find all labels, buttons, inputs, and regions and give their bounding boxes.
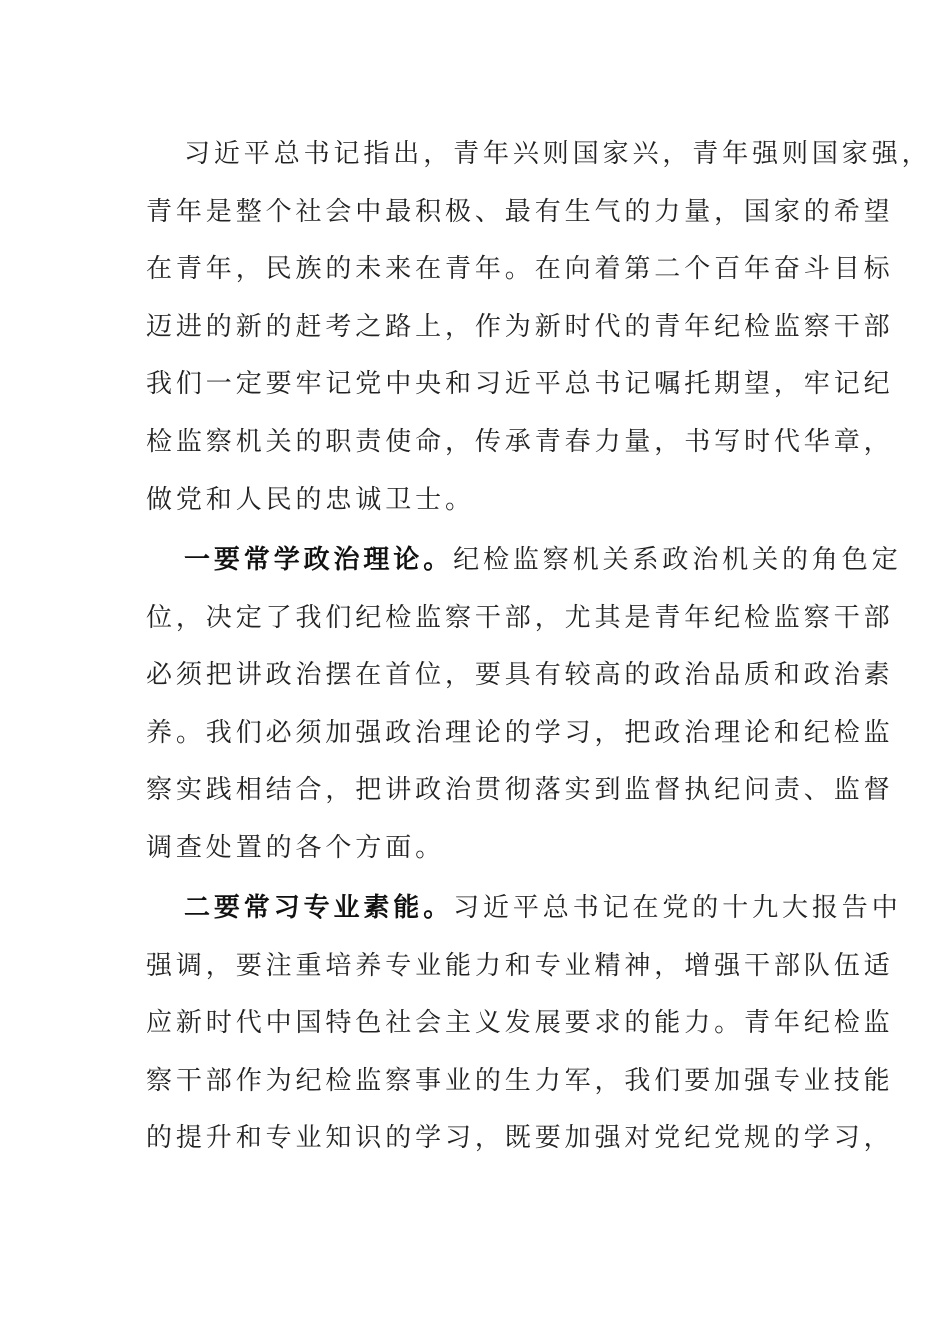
paragraph-2-line-2: 位，决定了我们纪检监察干部，尤其是青年纪检监察干部 bbox=[146, 603, 894, 633]
paragraph-2-line-6: 调查处置的各个方面。 bbox=[146, 833, 446, 863]
paragraph-3-line-1 bbox=[184, 891, 902, 925]
paragraph-3-line-1-text: 习近平总书记在党的十九大报告中 bbox=[453, 893, 902, 923]
paragraph-2-heading: 一要常学政治理论。 bbox=[184, 545, 454, 575]
paragraph-2-line-1-text: 纪检监察机关系政治机关的角色定 bbox=[453, 545, 902, 575]
paragraph-1-line-7: 做党和人民的忠诚卫士。 bbox=[146, 485, 475, 515]
paragraph-1-line-2: 青年是整个社会中最积极、最有生气的力量，国家的希望 bbox=[146, 197, 894, 227]
paragraph-3-heading: 二要常习专业素能。 bbox=[184, 893, 454, 923]
paragraph-1-line-3: 在青年，民族的未来在青年。在向着第二个百年奋斗目标 bbox=[146, 254, 894, 284]
paragraph-3-line-2: 强调，要注重培养专业能力和专业精神，增强干部队伍适 bbox=[146, 951, 894, 981]
paragraph-1-line-1: 习近平总书记指出，青年兴则国家兴，青年强则国家强， bbox=[184, 139, 932, 169]
paragraph-2-line-3: 必须把讲政治摆在首位，要具有较高的政治品质和政治素 bbox=[146, 660, 894, 690]
paragraph-3-line-4: 察干部作为纪检监察事业的生力军，我们要加强专业技能 bbox=[146, 1066, 894, 1096]
paragraph-2-line-4: 养。我们必须加强政治理论的学习，把政治理论和纪检监 bbox=[146, 718, 894, 748]
paragraph-1-line-4: 迈进的新的赶考之路上，作为新时代的青年纪检监察干部 bbox=[146, 312, 894, 342]
paragraph-3-line-3: 应新时代中国特色社会主义发展要求的能力。青年纪检监 bbox=[146, 1008, 894, 1038]
paragraph-1-line-5: 我们一定要牢记党中央和习近平总书记嘱托期望，牢记纪 bbox=[146, 369, 894, 399]
paragraph-3-line-5: 的提升和专业知识的学习，既要加强对党纪党规的学习， bbox=[146, 1123, 894, 1153]
paragraph-2-line-5: 察实践相结合，把讲政治贯彻落实到监督执纪问责、监督 bbox=[146, 775, 894, 805]
paragraph-1-line-6: 检监察机关的职责使命，传承青春力量，书写时代华章， bbox=[146, 427, 894, 457]
paragraph-2-line-1 bbox=[184, 543, 902, 577]
